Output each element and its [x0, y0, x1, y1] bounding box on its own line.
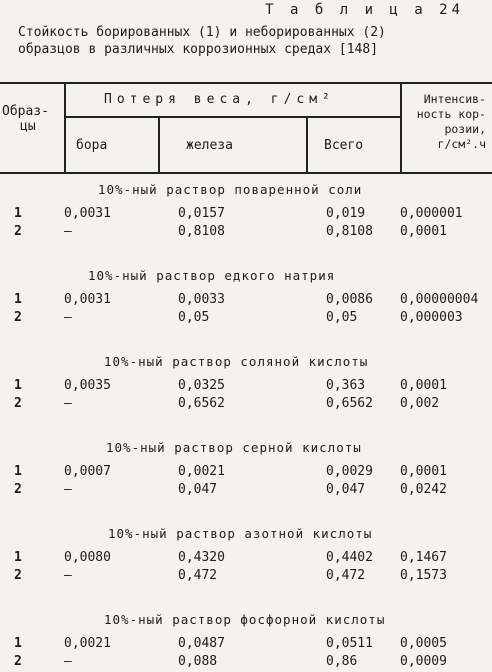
cell-bora: –	[64, 310, 72, 325]
cell-intensity: 0,002	[400, 396, 440, 411]
cell-bora: 0,0035	[64, 378, 111, 393]
header-divider-3	[306, 116, 308, 172]
sample-number: 1	[14, 636, 22, 651]
cell-zhel: 0,0325	[178, 378, 225, 393]
section-title: 10%-ный раствор едкого натрия	[88, 268, 336, 283]
cell-vsego: 0,363	[326, 378, 366, 393]
cell-zhel: 0,0157	[178, 206, 225, 221]
cell-vsego: 0,8108	[326, 224, 373, 239]
caption-line-2: образцов в различных коррозионных средах [148]	[18, 42, 379, 57]
cell-bora: 0,0031	[64, 292, 111, 307]
sample-number: 2	[14, 224, 22, 239]
cell-vsego: 0,0511	[326, 636, 373, 651]
cell-bora: 0,0007	[64, 464, 111, 479]
cell-zhel: 0,6562	[178, 396, 225, 411]
cell-vsego: 0,019	[326, 206, 366, 221]
table-row	[0, 396, 492, 414]
table-row	[0, 310, 492, 328]
header-col-zhel: железа	[186, 138, 233, 153]
cell-vsego: 0,4402	[326, 550, 373, 565]
cell-zhel: 0,8108	[178, 224, 225, 239]
sample-number: 1	[14, 550, 22, 565]
cell-vsego: 0,05	[326, 310, 358, 325]
table-row	[0, 482, 492, 500]
header-bottom-rule	[0, 172, 492, 174]
table-row	[0, 464, 492, 482]
table-row	[0, 292, 492, 310]
cell-zhel: 0,088	[178, 654, 218, 669]
cell-zhel: 0,05	[178, 310, 210, 325]
cell-intensity: 0,1467	[400, 550, 447, 565]
cell-intensity: 0,0001	[400, 224, 447, 239]
header-top-rule	[0, 82, 492, 84]
header-divider-2	[158, 116, 160, 172]
section-title: 10%-ный раствор серной кислоты	[106, 440, 362, 455]
cell-intensity: 0,1573	[400, 568, 447, 583]
table-row	[0, 224, 492, 242]
cell-vsego: 0,86	[326, 654, 358, 669]
cell-zhel: 0,0487	[178, 636, 225, 651]
cell-intensity: 0,0001	[400, 464, 447, 479]
sample-number: 2	[14, 654, 22, 669]
cell-bora: –	[64, 482, 72, 497]
sample-number: 1	[14, 378, 22, 393]
table-row	[0, 568, 492, 586]
header-divider-4	[400, 82, 402, 172]
section-title: 10%-ный раствор соляной кислоты	[104, 354, 369, 369]
header-intensity: Интенсив- ность кор- розии, г/см².ч	[416, 92, 486, 151]
sample-number: 2	[14, 396, 22, 411]
sample-number: 2	[14, 482, 22, 497]
cell-bora: 0,0080	[64, 550, 111, 565]
cell-bora: 0,0031	[64, 206, 111, 221]
cell-intensity: 0,00000004	[400, 292, 479, 307]
cell-bora: –	[64, 224, 72, 239]
table-row	[0, 550, 492, 568]
cell-intensity: 0,000001	[400, 206, 463, 221]
header-weight-loss: Потеря веса, г/см²	[104, 92, 335, 107]
table-header	[0, 82, 492, 172]
cell-zhel: 0,472	[178, 568, 218, 583]
cell-vsego: 0,0086	[326, 292, 373, 307]
header-col-bora: бора	[76, 138, 108, 153]
cell-zhel: 0,0021	[178, 464, 225, 479]
cell-vsego: 0,047	[326, 482, 366, 497]
header-divider-1	[64, 82, 66, 172]
cell-bora: 0,0021	[64, 636, 111, 651]
section-title: 10%-ный раствор азотной кислоты	[108, 526, 373, 541]
section-title: 10%-ный раствор поваренной соли	[98, 182, 363, 197]
cell-intensity: 0,0001	[400, 378, 447, 393]
table-row	[0, 636, 492, 654]
cell-vsego: 0,0029	[326, 464, 373, 479]
cell-bora: –	[64, 568, 72, 583]
sample-number: 2	[14, 310, 22, 325]
sample-number: 1	[14, 464, 22, 479]
caption-line-1: Стойкость борированных (1) и неборированных (2)	[18, 25, 386, 40]
cell-intensity: 0,0009	[400, 654, 447, 669]
cell-bora: –	[64, 396, 72, 411]
cell-zhel: 0,0033	[178, 292, 225, 307]
cell-bora: –	[64, 654, 72, 669]
cell-intensity: 0,0005	[400, 636, 447, 651]
table-row	[0, 378, 492, 396]
section-title: 10%-ный раствор фосфорной кислоты	[104, 612, 386, 627]
table-caption	[18, 24, 478, 58]
cell-zhel: 0,4320	[178, 550, 225, 565]
table-row	[0, 206, 492, 224]
cell-intensity: 0,0242	[400, 482, 447, 497]
sample-number: 2	[14, 568, 22, 583]
sample-number: 1	[14, 206, 22, 221]
table-row	[0, 654, 492, 672]
cell-vsego: 0,472	[326, 568, 366, 583]
header-samples: Образ- цы	[2, 104, 49, 134]
table-number: Т а б л и ц а 24	[265, 2, 464, 18]
header-mid-rule	[64, 116, 400, 118]
cell-zhel: 0,047	[178, 482, 218, 497]
cell-vsego: 0,6562	[326, 396, 373, 411]
cell-intensity: 0,000003	[400, 310, 463, 325]
header-col-vsego: Всего	[324, 138, 364, 153]
sample-number: 1	[14, 292, 22, 307]
